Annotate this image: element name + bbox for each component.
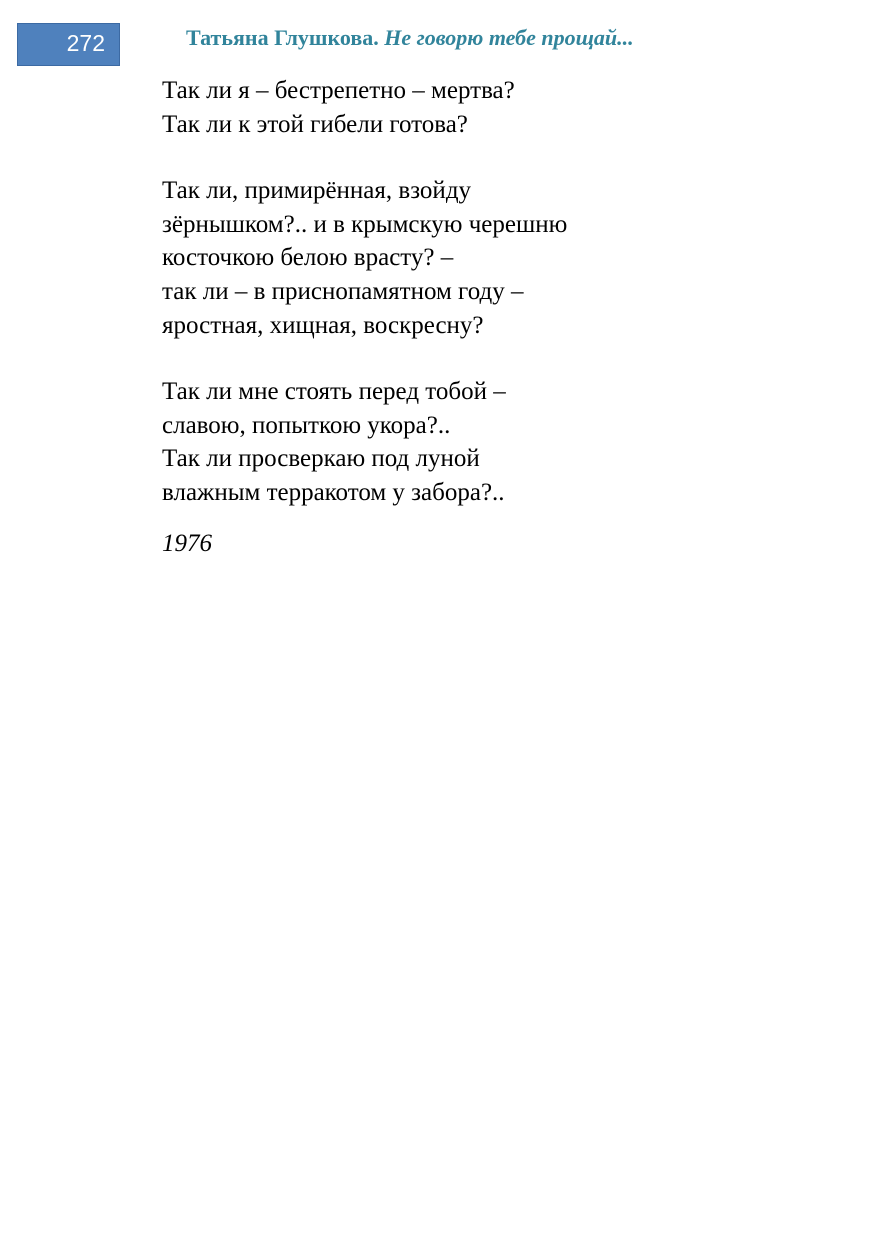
page-number: 272 [66, 30, 105, 56]
poem-line: Так ли просверкаю под луной [162, 445, 480, 473]
running-header [186, 25, 634, 51]
poem-line: Так ли я – бестрепетно – мертва? [162, 77, 515, 104]
poem-line: Так ли мне стоять перед тобой – [162, 378, 506, 406]
header-book-title: Не говорю тебе прощай... [384, 25, 634, 50]
page-number-box [17, 23, 120, 66]
poem-line: славою, попыткою укора?.. [162, 411, 451, 439]
poem-line: Так ли, примирённая, взойду [162, 177, 472, 205]
stanza-2 [162, 174, 822, 342]
poem-line: зёрнышком?.. и в крымскую черешню [162, 210, 568, 238]
poem-date: 1976 [162, 530, 212, 557]
poem-line: яростная, хищная, воскресну? [162, 311, 484, 339]
poem-line: влажным терракотом у забора?.. [162, 478, 505, 506]
poem-body [162, 74, 822, 543]
poem-line: косточкою белою врасту? – [162, 244, 454, 272]
stanza-1 [162, 74, 822, 141]
stanza-3 [162, 375, 822, 509]
header-author: Татьяна Глушкова. [186, 25, 379, 50]
poem-line: Так ли к этой гибели готова? [162, 110, 468, 138]
poem-line: так ли – в приснопамятном году – [162, 277, 524, 305]
